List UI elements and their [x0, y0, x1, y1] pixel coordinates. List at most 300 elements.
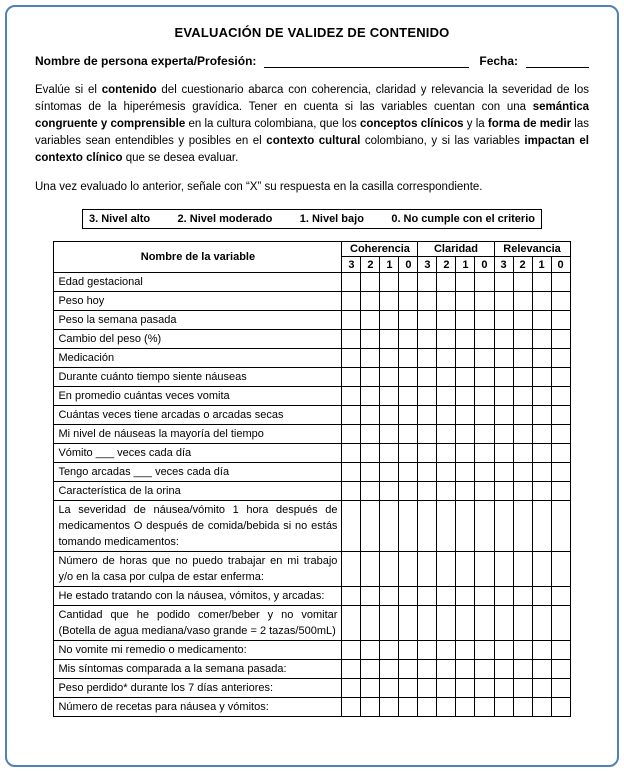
score-cell[interactable]	[437, 311, 456, 330]
score-cell[interactable]	[418, 587, 437, 606]
score-cell[interactable]	[513, 606, 532, 641]
score-cell[interactable]	[399, 406, 418, 425]
date-label: Fecha:	[479, 54, 519, 68]
variable-name: Mi nivel de náuseas la mayoría del tiempo	[54, 425, 342, 444]
score-cell[interactable]	[475, 482, 494, 501]
score-cell[interactable]	[494, 501, 513, 552]
score-cell[interactable]	[361, 482, 380, 501]
score-cell[interactable]	[437, 606, 456, 641]
score-cell[interactable]	[342, 330, 361, 349]
score-cell[interactable]	[532, 698, 551, 717]
score-cell[interactable]	[380, 387, 399, 406]
score-cell[interactable]	[494, 482, 513, 501]
score-cell[interactable]	[437, 587, 456, 606]
score-cell[interactable]	[475, 463, 494, 482]
score-cell[interactable]	[380, 501, 399, 552]
score-cell[interactable]	[532, 444, 551, 463]
score-cell[interactable]	[456, 368, 475, 387]
score-cell[interactable]	[399, 501, 418, 552]
score-cell[interactable]	[380, 444, 399, 463]
score-cell[interactable]	[437, 292, 456, 311]
score-cell[interactable]	[418, 552, 437, 587]
score-cell[interactable]	[513, 292, 532, 311]
score-cell[interactable]	[494, 406, 513, 425]
score-cell[interactable]	[513, 311, 532, 330]
score-cell[interactable]	[475, 368, 494, 387]
score-cell[interactable]	[380, 273, 399, 292]
score-cell[interactable]	[399, 587, 418, 606]
score-cell[interactable]	[361, 330, 380, 349]
score-cell[interactable]	[494, 552, 513, 587]
score-cell[interactable]	[399, 552, 418, 587]
score-cell[interactable]	[475, 406, 494, 425]
score-cell[interactable]	[475, 311, 494, 330]
variable-name: Peso la semana pasada	[54, 311, 342, 330]
score-cell[interactable]	[380, 482, 399, 501]
score-cell[interactable]	[456, 660, 475, 679]
score-cell[interactable]	[418, 679, 437, 698]
table-row	[54, 425, 570, 444]
score-cell[interactable]	[342, 368, 361, 387]
instruction-text: Una vez evaluado lo anterior, señale con “X” su respuesta en la casilla correspondiente.	[35, 181, 483, 193]
score-cell[interactable]	[532, 641, 551, 660]
score-cell[interactable]	[399, 425, 418, 444]
score-cell[interactable]	[418, 501, 437, 552]
score-cell[interactable]	[494, 606, 513, 641]
score-cell[interactable]	[399, 368, 418, 387]
score-cell[interactable]	[342, 292, 361, 311]
score-cell[interactable]	[551, 463, 570, 482]
score-cell[interactable]	[380, 463, 399, 482]
score-cell[interactable]	[418, 660, 437, 679]
score-cell[interactable]	[456, 482, 475, 501]
score-cell[interactable]	[475, 587, 494, 606]
score-cell[interactable]	[418, 406, 437, 425]
score-cell[interactable]	[475, 349, 494, 368]
table-row	[54, 292, 570, 311]
score-cell[interactable]	[532, 387, 551, 406]
score-cell[interactable]	[513, 641, 532, 660]
score-cell[interactable]	[437, 273, 456, 292]
legend-item-nivel-moderado: 2. Nivel moderado	[177, 213, 273, 225]
score-cell[interactable]	[380, 292, 399, 311]
score-cell[interactable]	[361, 587, 380, 606]
level-header: 0	[551, 257, 570, 273]
variable-name: Mis síntomas comparada a la semana pasada:	[54, 660, 342, 679]
score-cell[interactable]	[380, 698, 399, 717]
table-row	[54, 463, 570, 482]
variable-name: Característica de la orina	[54, 482, 342, 501]
score-cell[interactable]	[456, 444, 475, 463]
score-cell[interactable]	[361, 368, 380, 387]
score-cell[interactable]	[380, 349, 399, 368]
score-cell[interactable]	[513, 463, 532, 482]
score-cell[interactable]	[513, 406, 532, 425]
score-cell[interactable]	[551, 482, 570, 501]
score-cell[interactable]	[399, 387, 418, 406]
score-cell[interactable]	[361, 406, 380, 425]
score-cell[interactable]	[513, 330, 532, 349]
score-cell[interactable]	[494, 292, 513, 311]
score-cell[interactable]	[551, 406, 570, 425]
score-cell[interactable]	[380, 425, 399, 444]
score-cell[interactable]	[361, 463, 380, 482]
level-header: 2	[361, 257, 380, 273]
score-cell[interactable]	[532, 482, 551, 501]
score-cell[interactable]	[342, 587, 361, 606]
score-cell[interactable]	[551, 273, 570, 292]
score-cell[interactable]	[513, 501, 532, 552]
score-cell[interactable]	[513, 349, 532, 368]
score-cell[interactable]	[361, 606, 380, 641]
score-cell[interactable]	[361, 641, 380, 660]
variable-column-header: Nombre de la variable	[54, 242, 342, 273]
expert-name-blank-field[interactable]	[264, 54, 469, 68]
score-cell[interactable]	[513, 482, 532, 501]
score-cell[interactable]	[361, 425, 380, 444]
score-cell[interactable]	[437, 501, 456, 552]
score-cell[interactable]	[456, 698, 475, 717]
score-cell[interactable]	[361, 387, 380, 406]
score-cell[interactable]	[380, 406, 399, 425]
score-cell[interactable]	[456, 349, 475, 368]
score-cell[interactable]	[532, 606, 551, 641]
score-cell[interactable]	[456, 552, 475, 587]
score-cell[interactable]	[551, 679, 570, 698]
score-cell[interactable]	[494, 349, 513, 368]
score-cell[interactable]	[437, 679, 456, 698]
score-cell[interactable]	[418, 444, 437, 463]
score-cell[interactable]	[551, 387, 570, 406]
score-cell[interactable]	[399, 641, 418, 660]
score-cell[interactable]	[361, 292, 380, 311]
score-cell[interactable]	[551, 698, 570, 717]
score-cell[interactable]	[437, 463, 456, 482]
score-cell[interactable]	[532, 660, 551, 679]
score-cell[interactable]	[399, 660, 418, 679]
score-cell[interactable]	[532, 349, 551, 368]
score-cell[interactable]	[342, 606, 361, 641]
score-cell[interactable]	[361, 311, 380, 330]
score-cell[interactable]	[475, 273, 494, 292]
variable-name: Tengo arcadas ___ veces cada día	[54, 463, 342, 482]
variable-name: Peso hoy	[54, 292, 342, 311]
score-cell[interactable]	[418, 425, 437, 444]
score-cell[interactable]	[399, 330, 418, 349]
score-cell[interactable]	[551, 311, 570, 330]
score-cell[interactable]	[437, 387, 456, 406]
score-cell[interactable]	[361, 660, 380, 679]
score-cell[interactable]	[475, 501, 494, 552]
score-cell[interactable]	[475, 292, 494, 311]
score-cell[interactable]	[456, 679, 475, 698]
intro-paragraph	[35, 82, 589, 167]
score-cell[interactable]	[513, 660, 532, 679]
score-cell[interactable]	[551, 425, 570, 444]
score-cell[interactable]	[551, 368, 570, 387]
score-cell[interactable]	[494, 444, 513, 463]
score-cell[interactable]	[475, 387, 494, 406]
score-cell[interactable]	[342, 349, 361, 368]
score-cell[interactable]	[475, 444, 494, 463]
score-cell[interactable]	[532, 273, 551, 292]
legend-item-no-cumple: 0. No cumple con el criterio	[391, 213, 535, 225]
table-row	[54, 482, 570, 501]
score-cell[interactable]	[399, 349, 418, 368]
level-header: 3	[342, 257, 361, 273]
score-cell[interactable]	[342, 501, 361, 552]
score-cell[interactable]	[494, 587, 513, 606]
table-row	[54, 444, 570, 463]
score-cell[interactable]	[494, 368, 513, 387]
score-cell[interactable]	[342, 641, 361, 660]
score-cell[interactable]	[342, 482, 361, 501]
score-cell[interactable]	[380, 606, 399, 641]
score-cell[interactable]	[399, 463, 418, 482]
score-cell[interactable]	[456, 311, 475, 330]
score-cell[interactable]	[456, 330, 475, 349]
score-cell[interactable]	[475, 698, 494, 717]
score-cell[interactable]	[342, 406, 361, 425]
score-cell[interactable]	[494, 330, 513, 349]
score-cell[interactable]	[437, 660, 456, 679]
intro-bold-segment: impactan el contexto clínico	[35, 135, 589, 164]
score-cell[interactable]	[513, 387, 532, 406]
score-cell[interactable]	[380, 311, 399, 330]
score-cell[interactable]	[399, 311, 418, 330]
score-cell[interactable]	[437, 552, 456, 587]
score-cell[interactable]	[532, 368, 551, 387]
score-cell[interactable]	[494, 311, 513, 330]
score-cell[interactable]	[342, 273, 361, 292]
score-cell[interactable]	[437, 482, 456, 501]
score-cell[interactable]	[551, 349, 570, 368]
score-cell[interactable]	[456, 425, 475, 444]
score-cell[interactable]	[513, 368, 532, 387]
score-cell[interactable]	[342, 660, 361, 679]
intro-bold-segment: conceptos clínicos	[359, 118, 464, 130]
score-cell[interactable]	[494, 463, 513, 482]
variable-name: Cambio del peso (%)	[54, 330, 342, 349]
score-cell[interactable]	[551, 501, 570, 552]
score-cell[interactable]	[532, 463, 551, 482]
level-header: 3	[494, 257, 513, 273]
score-cell[interactable]	[399, 679, 418, 698]
score-cell[interactable]	[494, 425, 513, 444]
criterion-header-relevancia: Relevancia	[494, 242, 570, 257]
score-cell[interactable]	[456, 463, 475, 482]
legend-item-nivel-bajo: 1. Nivel bajo	[299, 213, 364, 225]
variable-name: Edad gestacional	[54, 273, 342, 292]
score-cell[interactable]	[475, 425, 494, 444]
score-cell[interactable]	[551, 444, 570, 463]
score-cell[interactable]	[418, 698, 437, 717]
score-cell[interactable]	[513, 425, 532, 444]
score-cell[interactable]	[437, 698, 456, 717]
score-cell[interactable]	[399, 606, 418, 641]
score-cell[interactable]	[418, 463, 437, 482]
score-cell[interactable]	[532, 406, 551, 425]
table-row	[54, 273, 570, 292]
score-cell[interactable]	[532, 552, 551, 587]
score-cell[interactable]	[361, 552, 380, 587]
score-cell[interactable]	[361, 679, 380, 698]
criterion-header-claridad: Claridad	[418, 242, 494, 257]
score-cell[interactable]	[513, 698, 532, 717]
score-cell[interactable]	[532, 679, 551, 698]
score-cell[interactable]	[399, 273, 418, 292]
score-cell[interactable]	[380, 641, 399, 660]
score-cell[interactable]	[380, 552, 399, 587]
score-cell[interactable]	[513, 587, 532, 606]
intro-text-segment: que se desea evaluar.	[122, 152, 239, 164]
score-cell[interactable]	[475, 660, 494, 679]
score-cell[interactable]	[551, 587, 570, 606]
variable-name: Peso perdido* durante los 7 días anteriores:	[54, 679, 342, 698]
score-cell[interactable]	[494, 273, 513, 292]
table-row	[54, 330, 570, 349]
score-cell[interactable]	[437, 330, 456, 349]
score-cell[interactable]	[551, 292, 570, 311]
score-cell[interactable]	[532, 330, 551, 349]
expert-info-row	[35, 54, 589, 68]
variables-table-body	[54, 273, 570, 717]
score-cell[interactable]	[513, 444, 532, 463]
variable-name: En promedio cuántas veces vomita	[54, 387, 342, 406]
score-cell[interactable]	[456, 641, 475, 660]
score-cell[interactable]	[437, 425, 456, 444]
table-row	[54, 387, 570, 406]
score-cell[interactable]	[456, 292, 475, 311]
level-header: 0	[475, 257, 494, 273]
score-cell[interactable]	[418, 368, 437, 387]
score-cell[interactable]	[551, 606, 570, 641]
expert-name-label: Nombre de persona experta/Profesión:	[35, 54, 257, 68]
score-cell[interactable]	[361, 349, 380, 368]
score-cell[interactable]	[532, 587, 551, 606]
score-cell[interactable]	[551, 641, 570, 660]
table-row	[54, 406, 570, 425]
score-cell[interactable]	[380, 587, 399, 606]
date-blank-field[interactable]	[526, 54, 589, 68]
score-cell[interactable]	[532, 425, 551, 444]
score-cell[interactable]	[342, 425, 361, 444]
score-cell[interactable]	[418, 349, 437, 368]
intro-bold-segment: contexto cultural	[266, 135, 361, 147]
page-title: EVALUACIÓN DE VALIDEZ DE CONTENIDO	[174, 25, 450, 40]
intro-text-segment: colombiano, y si las variables	[360, 135, 525, 147]
score-cell[interactable]	[380, 660, 399, 679]
score-cell[interactable]	[342, 552, 361, 587]
score-cell[interactable]	[380, 330, 399, 349]
score-cell[interactable]	[532, 501, 551, 552]
score-cell[interactable]	[494, 641, 513, 660]
score-cell[interactable]	[475, 679, 494, 698]
score-cell[interactable]	[456, 387, 475, 406]
score-cell[interactable]	[456, 587, 475, 606]
score-cell[interactable]	[456, 273, 475, 292]
score-cell[interactable]	[532, 311, 551, 330]
score-cell[interactable]	[437, 444, 456, 463]
score-cell[interactable]	[342, 698, 361, 717]
score-cell[interactable]	[475, 606, 494, 641]
score-cell[interactable]	[494, 660, 513, 679]
table-row	[54, 368, 570, 387]
variable-name: No vomite mi remedio o medicamento:	[54, 641, 342, 660]
score-cell[interactable]	[342, 679, 361, 698]
score-cell[interactable]	[437, 406, 456, 425]
score-cell[interactable]	[418, 606, 437, 641]
score-cell[interactable]	[399, 444, 418, 463]
score-cell[interactable]	[513, 679, 532, 698]
criteria-header-row	[54, 242, 570, 257]
score-cell[interactable]	[380, 679, 399, 698]
score-cell[interactable]	[418, 330, 437, 349]
score-cell[interactable]	[456, 606, 475, 641]
level-header: 2	[513, 257, 532, 273]
score-cell[interactable]	[437, 641, 456, 660]
score-cell[interactable]	[456, 406, 475, 425]
score-cell[interactable]	[475, 552, 494, 587]
score-cell[interactable]	[361, 501, 380, 552]
score-cell[interactable]	[494, 387, 513, 406]
score-cell[interactable]	[513, 552, 532, 587]
score-cell[interactable]	[361, 273, 380, 292]
score-cell[interactable]	[399, 292, 418, 311]
score-cell[interactable]	[532, 292, 551, 311]
score-cell[interactable]	[456, 501, 475, 552]
variable-name: Número de horas que no puedo trabajar en mi trabajo y/o en la casa por culpa de estar enferma:	[54, 552, 342, 587]
criterion-header-coherencia: Coherencia	[342, 242, 418, 257]
score-cell[interactable]	[418, 273, 437, 292]
score-cell[interactable]	[437, 349, 456, 368]
score-cell[interactable]	[342, 311, 361, 330]
score-cell[interactable]	[418, 641, 437, 660]
score-cell[interactable]	[494, 679, 513, 698]
table-row	[54, 501, 570, 552]
score-cell[interactable]	[399, 482, 418, 501]
score-cell[interactable]	[342, 387, 361, 406]
score-cell[interactable]	[342, 444, 361, 463]
score-cell[interactable]	[475, 330, 494, 349]
intro-text-segment: las variables sean entendibles y posibles en el	[35, 118, 589, 147]
score-cell[interactable]	[418, 292, 437, 311]
validity-table	[53, 241, 570, 717]
score-cell[interactable]	[399, 698, 418, 717]
table-row	[54, 349, 570, 368]
score-cell[interactable]	[380, 368, 399, 387]
document-page	[5, 5, 619, 767]
score-cell[interactable]	[513, 273, 532, 292]
intro-bold-segment: contenido	[101, 84, 157, 96]
rating-scale-legend	[82, 209, 542, 229]
score-cell[interactable]	[494, 698, 513, 717]
variable-name: Cuántas veces tiene arcadas o arcadas secas	[54, 406, 342, 425]
score-cell[interactable]	[437, 368, 456, 387]
score-cell[interactable]	[475, 641, 494, 660]
level-header: 1	[532, 257, 551, 273]
score-cell[interactable]	[361, 444, 380, 463]
score-cell[interactable]	[418, 387, 437, 406]
score-cell[interactable]	[418, 311, 437, 330]
score-cell[interactable]	[342, 463, 361, 482]
score-cell[interactable]	[418, 482, 437, 501]
score-cell[interactable]	[551, 330, 570, 349]
score-cell[interactable]	[361, 698, 380, 717]
table-row	[54, 698, 570, 717]
score-cell[interactable]	[551, 552, 570, 587]
score-cell[interactable]	[551, 660, 570, 679]
